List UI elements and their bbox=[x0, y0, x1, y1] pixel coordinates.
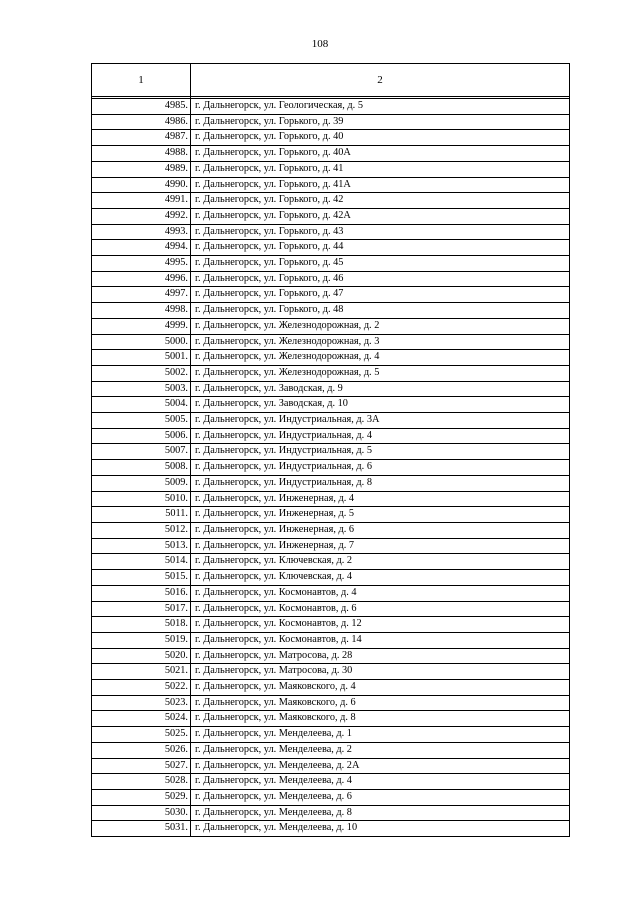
row-address: г. Дальнегорск, ул. Ключевская, д. 4 bbox=[191, 570, 570, 586]
table-row bbox=[92, 350, 570, 366]
table-row bbox=[92, 789, 570, 805]
table-row bbox=[92, 758, 570, 774]
table-row bbox=[92, 711, 570, 727]
row-number: 5019. bbox=[92, 632, 191, 648]
row-address: г. Дальнегорск, ул. Космонавтов, д. 4 bbox=[191, 585, 570, 601]
row-address: г. Дальнегорск, ул. Железнодорожная, д. 4 bbox=[191, 350, 570, 366]
row-address: г. Дальнегорск, ул. Индустриальная, д. 3А bbox=[191, 413, 570, 429]
row-number: 4995. bbox=[92, 256, 191, 272]
column-header-1: 1 bbox=[92, 64, 191, 97]
row-address: г. Дальнегорск, ул. Менделеева, д. 6 bbox=[191, 789, 570, 805]
row-number: 5016. bbox=[92, 585, 191, 601]
table-header-row bbox=[92, 64, 570, 97]
row-address: г. Дальнегорск, ул. Космонавтов, д. 14 bbox=[191, 632, 570, 648]
row-address: г. Дальнегорск, ул. Индустриальная, д. 8 bbox=[191, 475, 570, 491]
table-row bbox=[92, 491, 570, 507]
table-row bbox=[92, 130, 570, 146]
table-row bbox=[92, 680, 570, 696]
row-address: г. Дальнегорск, ул. Железнодорожная, д. 3 bbox=[191, 334, 570, 350]
row-address: г. Дальнегорск, ул. Горького, д. 42 bbox=[191, 193, 570, 209]
row-address: г. Дальнегорск, ул. Горького, д. 40А bbox=[191, 146, 570, 162]
row-address: г. Дальнегорск, ул. Матросова, д. 30 bbox=[191, 664, 570, 680]
row-address: г. Дальнегорск, ул. Ключевская, д. 2 bbox=[191, 554, 570, 570]
row-address: г. Дальнегорск, ул. Горького, д. 44 bbox=[191, 240, 570, 256]
row-address: г. Дальнегорск, ул. Маяковского, д. 6 bbox=[191, 695, 570, 711]
row-number: 5029. bbox=[92, 789, 191, 805]
row-number: 5005. bbox=[92, 413, 191, 429]
row-address: г. Дальнегорск, ул. Маяковского, д. 4 bbox=[191, 680, 570, 696]
table-row bbox=[92, 208, 570, 224]
table-row bbox=[92, 805, 570, 821]
table-row bbox=[92, 648, 570, 664]
row-number: 4987. bbox=[92, 130, 191, 146]
table-row bbox=[92, 413, 570, 429]
row-number: 5000. bbox=[92, 334, 191, 350]
table-row bbox=[92, 695, 570, 711]
row-number: 5030. bbox=[92, 805, 191, 821]
row-address: г. Дальнегорск, ул. Инженерная, д. 5 bbox=[191, 507, 570, 523]
table-row bbox=[92, 271, 570, 287]
table-row bbox=[92, 146, 570, 162]
table-row bbox=[92, 632, 570, 648]
row-number: 5007. bbox=[92, 444, 191, 460]
row-address: г. Дальнегорск, ул. Горького, д. 46 bbox=[191, 271, 570, 287]
row-number: 5017. bbox=[92, 601, 191, 617]
table-row bbox=[92, 193, 570, 209]
row-number: 5004. bbox=[92, 397, 191, 413]
table-row bbox=[92, 774, 570, 790]
row-address: г. Дальнегорск, ул. Инженерная, д. 7 bbox=[191, 538, 570, 554]
row-address: г. Дальнегорск, ул. Космонавтов, д. 6 bbox=[191, 601, 570, 617]
column-header-2: 2 bbox=[191, 64, 570, 97]
row-number: 5022. bbox=[92, 680, 191, 696]
row-address: г. Дальнегорск, ул. Индустриальная, д. 5 bbox=[191, 444, 570, 460]
row-address: г. Дальнегорск, ул. Геологическая, д. 5 bbox=[191, 99, 570, 115]
row-number: 4988. bbox=[92, 146, 191, 162]
row-number: 4999. bbox=[92, 318, 191, 334]
table-row bbox=[92, 397, 570, 413]
table-row bbox=[92, 507, 570, 523]
row-number: 5027. bbox=[92, 758, 191, 774]
row-address: г. Дальнегорск, ул. Менделеева, д. 2А bbox=[191, 758, 570, 774]
row-address: г. Дальнегорск, ул. Горького, д. 40 bbox=[191, 130, 570, 146]
table-row bbox=[92, 444, 570, 460]
table-row bbox=[92, 287, 570, 303]
row-number: 5028. bbox=[92, 774, 191, 790]
table-row bbox=[92, 522, 570, 538]
table-row bbox=[92, 240, 570, 256]
row-address: г. Дальнегорск, ул. Заводская, д. 9 bbox=[191, 381, 570, 397]
row-number: 4992. bbox=[92, 208, 191, 224]
row-number: 5020. bbox=[92, 648, 191, 664]
row-number: 5008. bbox=[92, 460, 191, 476]
row-number: 5012. bbox=[92, 522, 191, 538]
table-row bbox=[92, 161, 570, 177]
row-number: 5018. bbox=[92, 617, 191, 633]
table-row bbox=[92, 585, 570, 601]
row-number: 4996. bbox=[92, 271, 191, 287]
row-number: 5026. bbox=[92, 742, 191, 758]
table-row bbox=[92, 742, 570, 758]
table-row bbox=[92, 460, 570, 476]
table-row bbox=[92, 570, 570, 586]
table-row bbox=[92, 601, 570, 617]
row-address: г. Дальнегорск, ул. Космонавтов, д. 12 bbox=[191, 617, 570, 633]
table-row bbox=[92, 365, 570, 381]
row-address: г. Дальнегорск, ул. Индустриальная, д. 4 bbox=[191, 428, 570, 444]
row-number: 4986. bbox=[92, 114, 191, 130]
address-table bbox=[91, 63, 570, 837]
table-row bbox=[92, 303, 570, 319]
table-row bbox=[92, 224, 570, 240]
row-address: г. Дальнегорск, ул. Горького, д. 42А bbox=[191, 208, 570, 224]
row-address: г. Дальнегорск, ул. Инженерная, д. 4 bbox=[191, 491, 570, 507]
row-number: 5011. bbox=[92, 507, 191, 523]
row-number: 5025. bbox=[92, 727, 191, 743]
row-number: 5014. bbox=[92, 554, 191, 570]
table-row bbox=[92, 318, 570, 334]
row-number: 4985. bbox=[92, 99, 191, 115]
row-address: г. Дальнегорск, ул. Менделеева, д. 8 bbox=[191, 805, 570, 821]
row-number: 5006. bbox=[92, 428, 191, 444]
row-address: г. Дальнегорск, ул. Менделеева, д. 10 bbox=[191, 821, 570, 837]
table-row bbox=[92, 99, 570, 115]
row-address: г. Дальнегорск, ул. Менделеева, д. 1 bbox=[191, 727, 570, 743]
row-number: 5021. bbox=[92, 664, 191, 680]
table-row bbox=[92, 821, 570, 837]
table-row bbox=[92, 617, 570, 633]
row-number: 5023. bbox=[92, 695, 191, 711]
row-number: 5015. bbox=[92, 570, 191, 586]
row-number: 5024. bbox=[92, 711, 191, 727]
row-number: 5009. bbox=[92, 475, 191, 491]
row-address: г. Дальнегорск, ул. Индустриальная, д. 6 bbox=[191, 460, 570, 476]
table-row bbox=[92, 428, 570, 444]
table-row bbox=[92, 381, 570, 397]
row-number: 5002. bbox=[92, 365, 191, 381]
row-number: 5010. bbox=[92, 491, 191, 507]
row-number: 4998. bbox=[92, 303, 191, 319]
row-number: 5003. bbox=[92, 381, 191, 397]
row-address: г. Дальнегорск, ул. Менделеева, д. 4 bbox=[191, 774, 570, 790]
table-row bbox=[92, 114, 570, 130]
table-row bbox=[92, 256, 570, 272]
row-address: г. Дальнегорск, ул. Горького, д. 41 bbox=[191, 161, 570, 177]
row-number: 5001. bbox=[92, 350, 191, 366]
row-address: г. Дальнегорск, ул. Горького, д. 48 bbox=[191, 303, 570, 319]
row-number: 4990. bbox=[92, 177, 191, 193]
table-row bbox=[92, 538, 570, 554]
row-number: 5031. bbox=[92, 821, 191, 837]
row-number: 4997. bbox=[92, 287, 191, 303]
row-address: г. Дальнегорск, ул. Железнодорожная, д. 2 bbox=[191, 318, 570, 334]
row-address: г. Дальнегорск, ул. Менделеева, д. 2 bbox=[191, 742, 570, 758]
row-address: г. Дальнегорск, ул. Заводская, д. 10 bbox=[191, 397, 570, 413]
table-row bbox=[92, 664, 570, 680]
table-row bbox=[92, 727, 570, 743]
table-row bbox=[92, 177, 570, 193]
row-address: г. Дальнегорск, ул. Горького, д. 43 bbox=[191, 224, 570, 240]
table-row bbox=[92, 334, 570, 350]
row-number: 4989. bbox=[92, 161, 191, 177]
row-address: г. Дальнегорск, ул. Горького, д. 39 bbox=[191, 114, 570, 130]
table-row bbox=[92, 475, 570, 491]
row-address: г. Дальнегорск, ул. Горького, д. 41А bbox=[191, 177, 570, 193]
row-address: г. Дальнегорск, ул. Горького, д. 47 bbox=[191, 287, 570, 303]
row-address: г. Дальнегорск, ул. Матросова, д. 28 bbox=[191, 648, 570, 664]
table-row bbox=[92, 554, 570, 570]
row-number: 4991. bbox=[92, 193, 191, 209]
row-address: г. Дальнегорск, ул. Маяковского, д. 8 bbox=[191, 711, 570, 727]
page-number: 108 bbox=[311, 38, 329, 50]
row-number: 5013. bbox=[92, 538, 191, 554]
row-address: г. Дальнегорск, ул. Железнодорожная, д. 5 bbox=[191, 365, 570, 381]
row-address: г. Дальнегорск, ул. Горького, д. 45 bbox=[191, 256, 570, 272]
row-address: г. Дальнегорск, ул. Инженерная, д. 6 bbox=[191, 522, 570, 538]
row-number: 4993. bbox=[92, 224, 191, 240]
row-number: 4994. bbox=[92, 240, 191, 256]
